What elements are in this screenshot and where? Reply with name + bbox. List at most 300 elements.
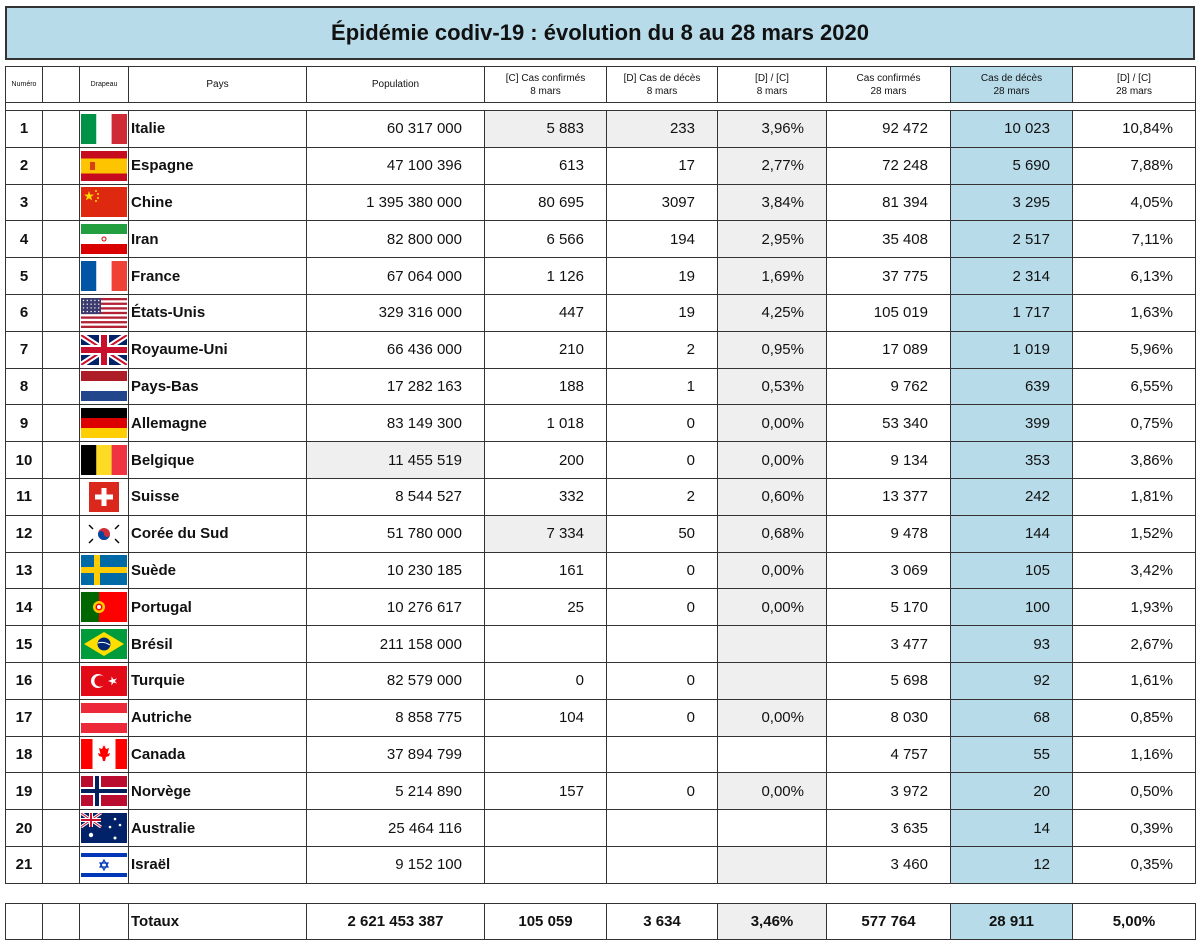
totals-ratio-28-mars: 5,00% <box>1073 903 1196 939</box>
flag-cell <box>80 405 129 442</box>
population-value: 37 894 799 <box>307 736 485 773</box>
country-name: États-Unis <box>129 294 307 331</box>
australia-flag-icon <box>80 813 128 843</box>
deaths-8-mars <box>607 736 718 773</box>
country-name: Brésil <box>129 626 307 663</box>
flag-cell <box>80 515 129 552</box>
flag-cell <box>80 589 129 626</box>
row-empty <box>43 258 80 295</box>
population-value: 25 464 116 <box>307 810 485 847</box>
ratio-8-mars <box>718 810 827 847</box>
deaths-28-mars: 100 <box>951 589 1073 626</box>
totals-ratio-8-mars: 3,46% <box>718 903 827 939</box>
spain-flag-icon <box>80 151 128 181</box>
table-row <box>6 258 1196 295</box>
table-row <box>6 221 1196 258</box>
confirmed-8-mars <box>485 846 607 883</box>
ratio-28-mars: 0,35% <box>1073 846 1196 883</box>
confirmed-8-mars <box>485 736 607 773</box>
row-empty <box>43 515 80 552</box>
confirmed-28-mars: 17 089 <box>827 331 951 368</box>
header-d8 <box>607 67 718 103</box>
population-value: 10 230 185 <box>307 552 485 589</box>
table-row <box>6 405 1196 442</box>
confirmed-8-mars: 332 <box>485 478 607 515</box>
country-name: Israël <box>129 846 307 883</box>
row-number: 4 <box>6 221 43 258</box>
row-empty <box>43 846 80 883</box>
deaths-28-mars: 144 <box>951 515 1073 552</box>
confirmed-28-mars: 3 635 <box>827 810 951 847</box>
header-r8-line2: 8 mars <box>756 85 788 97</box>
deaths-28-mars: 14 <box>951 810 1073 847</box>
totals-empty-2 <box>43 903 80 939</box>
deaths-28-mars: 20 <box>951 773 1073 810</box>
header-d8-line1: [D] Cas de décès <box>623 72 701 84</box>
ratio-8-mars <box>718 626 827 663</box>
country-name: Corée du Sud <box>129 515 307 552</box>
confirmed-8-mars: 0 <box>485 662 607 699</box>
country-name: France <box>129 258 307 295</box>
row-empty <box>43 331 80 368</box>
row-empty <box>43 111 80 148</box>
confirmed-28-mars: 35 408 <box>827 221 951 258</box>
flag-cell <box>80 294 129 331</box>
belgium-flag-icon <box>80 445 128 475</box>
ratio-28-mars: 6,55% <box>1073 368 1196 405</box>
population-value: 67 064 000 <box>307 258 485 295</box>
confirmed-8-mars: 157 <box>485 773 607 810</box>
row-number: 7 <box>6 331 43 368</box>
row-number: 5 <box>6 258 43 295</box>
country-name: Espagne <box>129 147 307 184</box>
ratio-8-mars: 0,95% <box>718 331 827 368</box>
row-number: 16 <box>6 662 43 699</box>
flag-cell <box>80 478 129 515</box>
deaths-8-mars: 0 <box>607 589 718 626</box>
deaths-28-mars: 399 <box>951 405 1073 442</box>
population-value: 17 282 163 <box>307 368 485 405</box>
row-empty <box>43 368 80 405</box>
flag-cell <box>80 331 129 368</box>
table-body <box>6 103 1196 940</box>
deaths-28-mars: 12 <box>951 846 1073 883</box>
deaths-28-mars: 92 <box>951 662 1073 699</box>
row-empty <box>43 552 80 589</box>
row-number: 12 <box>6 515 43 552</box>
header-r28-line2: 28 mars <box>1115 85 1153 97</box>
totals-deaths-28-mars: 28 911 <box>951 903 1073 939</box>
population-value: 9 152 100 <box>307 846 485 883</box>
deaths-28-mars: 353 <box>951 442 1073 479</box>
header-c28 <box>827 67 951 103</box>
row-number: 17 <box>6 699 43 736</box>
confirmed-8-mars: 447 <box>485 294 607 331</box>
ratio-28-mars: 7,11% <box>1073 221 1196 258</box>
flag-cell <box>80 773 129 810</box>
iran-flag-icon <box>80 224 128 254</box>
ratio-8-mars: 2,95% <box>718 221 827 258</box>
ratio-28-mars: 0,85% <box>1073 699 1196 736</box>
totals-empty-3 <box>80 903 129 939</box>
flag-cell <box>80 111 129 148</box>
totals-population: 2 621 453 387 <box>307 903 485 939</box>
country-name: Portugal <box>129 589 307 626</box>
deaths-8-mars: 2 <box>607 331 718 368</box>
deaths-8-mars: 2 <box>607 478 718 515</box>
ratio-8-mars: 0,00% <box>718 699 827 736</box>
confirmed-28-mars: 5 698 <box>827 662 951 699</box>
deaths-28-mars: 10 023 <box>951 111 1073 148</box>
confirmed-28-mars: 8 030 <box>827 699 951 736</box>
confirmed-28-mars: 81 394 <box>827 184 951 221</box>
confirmed-28-mars: 5 170 <box>827 589 951 626</box>
ratio-28-mars: 10,84% <box>1073 111 1196 148</box>
population-value: 8 858 775 <box>307 699 485 736</box>
row-empty <box>43 294 80 331</box>
deaths-28-mars: 2 517 <box>951 221 1073 258</box>
population-value: 10 276 617 <box>307 589 485 626</box>
table-row <box>6 589 1196 626</box>
header-c8-line2: 8 mars <box>530 85 561 97</box>
row-empty <box>43 147 80 184</box>
table-row <box>6 331 1196 368</box>
table-row <box>6 147 1196 184</box>
italy-flag-icon <box>80 114 128 144</box>
ratio-28-mars: 0,75% <box>1073 405 1196 442</box>
header-row <box>6 67 1196 103</box>
ratio-28-mars: 1,61% <box>1073 662 1196 699</box>
deaths-8-mars <box>607 810 718 847</box>
deaths-8-mars: 0 <box>607 699 718 736</box>
table-row <box>6 515 1196 552</box>
flag-cell <box>80 662 129 699</box>
totals-empty-1 <box>6 903 43 939</box>
confirmed-8-mars: 613 <box>485 147 607 184</box>
row-number: 15 <box>6 626 43 663</box>
deaths-28-mars: 5 690 <box>951 147 1073 184</box>
ratio-28-mars: 6,13% <box>1073 258 1196 295</box>
table-row <box>6 552 1196 589</box>
ratio-8-mars: 4,25% <box>718 294 827 331</box>
table-row <box>6 846 1196 883</box>
netherlands-flag-icon <box>80 371 128 401</box>
ratio-28-mars: 0,50% <box>1073 773 1196 810</box>
ratio-8-mars: 0,00% <box>718 405 827 442</box>
header-d28-line1: Cas de décès <box>980 72 1043 84</box>
header-c28-line2: 28 mars <box>870 85 907 97</box>
flag-cell <box>80 699 129 736</box>
confirmed-28-mars: 3 972 <box>827 773 951 810</box>
china-flag-icon <box>80 187 128 217</box>
population-value: 211 158 000 <box>307 626 485 663</box>
totals-deaths-8-mars: 3 634 <box>607 903 718 939</box>
ratio-28-mars: 1,16% <box>1073 736 1196 773</box>
header-r8-line1: [D] / [C] <box>755 72 789 84</box>
flag-cell <box>80 184 129 221</box>
flag-cell <box>80 221 129 258</box>
country-name: Pays-Bas <box>129 368 307 405</box>
row-number: 3 <box>6 184 43 221</box>
row-empty <box>43 626 80 663</box>
confirmed-28-mars: 9 762 <box>827 368 951 405</box>
confirmed-8-mars: 5 883 <box>485 111 607 148</box>
row-empty <box>43 662 80 699</box>
deaths-28-mars: 68 <box>951 699 1073 736</box>
confirmed-28-mars: 37 775 <box>827 258 951 295</box>
portugal-flag-icon <box>80 592 128 622</box>
country-name: Canada <box>129 736 307 773</box>
country-name: Suède <box>129 552 307 589</box>
france-flag-icon <box>80 261 128 291</box>
row-number: 19 <box>6 773 43 810</box>
population-value: 11 455 519 <box>307 442 485 479</box>
row-empty <box>43 405 80 442</box>
ratio-28-mars: 3,42% <box>1073 552 1196 589</box>
switzerland-flag-icon <box>80 482 128 512</box>
flag-cell <box>80 258 129 295</box>
totals-row <box>6 903 1196 939</box>
brazil-flag-icon <box>80 629 128 659</box>
table-row <box>6 626 1196 663</box>
confirmed-28-mars: 3 477 <box>827 626 951 663</box>
ratio-8-mars: 2,77% <box>718 147 827 184</box>
row-number: 9 <box>6 405 43 442</box>
table-row <box>6 478 1196 515</box>
confirmed-8-mars: 210 <box>485 331 607 368</box>
germany-flag-icon <box>80 408 128 438</box>
flag-cell <box>80 442 129 479</box>
table-row <box>6 294 1196 331</box>
confirmed-28-mars: 72 248 <box>827 147 951 184</box>
deaths-8-mars: 50 <box>607 515 718 552</box>
page-title: Épidémie codiv-19 : évolution du 8 au 28 mars 2020 <box>5 6 1195 60</box>
deaths-8-mars: 0 <box>607 552 718 589</box>
confirmed-28-mars: 53 340 <box>827 405 951 442</box>
deaths-28-mars: 639 <box>951 368 1073 405</box>
table-row <box>6 111 1196 148</box>
sweden-flag-icon <box>80 555 128 585</box>
deaths-28-mars: 1 717 <box>951 294 1073 331</box>
header-d28-line2: 28 mars <box>993 85 1030 97</box>
deaths-8-mars <box>607 626 718 663</box>
country-name: Chine <box>129 184 307 221</box>
confirmed-8-mars <box>485 810 607 847</box>
row-empty <box>43 442 80 479</box>
ratio-8-mars <box>718 846 827 883</box>
deaths-8-mars: 19 <box>607 258 718 295</box>
ratio-8-mars <box>718 662 827 699</box>
confirmed-8-mars: 7 334 <box>485 515 607 552</box>
population-value: 82 800 000 <box>307 221 485 258</box>
table-row <box>6 736 1196 773</box>
deaths-8-mars: 3097 <box>607 184 718 221</box>
confirmed-8-mars: 188 <box>485 368 607 405</box>
header-numero: Numéro <box>6 67 43 103</box>
population-value: 47 100 396 <box>307 147 485 184</box>
confirmed-8-mars: 1 018 <box>485 405 607 442</box>
country-name: Autriche <box>129 699 307 736</box>
deaths-28-mars: 1 019 <box>951 331 1073 368</box>
confirmed-28-mars: 3 069 <box>827 552 951 589</box>
country-name: Turquie <box>129 662 307 699</box>
usa-flag-icon <box>80 298 128 328</box>
table-row <box>6 442 1196 479</box>
row-number: 21 <box>6 846 43 883</box>
ratio-8-mars <box>718 736 827 773</box>
israel-flag-icon <box>80 850 128 880</box>
confirmed-28-mars: 3 460 <box>827 846 951 883</box>
south-korea-flag-icon <box>80 519 128 549</box>
flag-cell <box>80 626 129 663</box>
deaths-8-mars: 0 <box>607 662 718 699</box>
ratio-28-mars: 1,93% <box>1073 589 1196 626</box>
country-name: Italie <box>129 111 307 148</box>
row-empty <box>43 589 80 626</box>
country-name: Norvège <box>129 773 307 810</box>
population-value: 1 395 380 000 <box>307 184 485 221</box>
ratio-28-mars: 1,81% <box>1073 478 1196 515</box>
uk-flag-icon <box>80 335 128 365</box>
flag-cell <box>80 552 129 589</box>
canada-flag-icon <box>80 739 128 769</box>
header-d28 <box>951 67 1073 103</box>
confirmed-28-mars: 9 478 <box>827 515 951 552</box>
ratio-8-mars: 3,84% <box>718 184 827 221</box>
header-empty <box>43 67 80 103</box>
confirmed-8-mars: 200 <box>485 442 607 479</box>
covid-table <box>5 66 1196 940</box>
deaths-8-mars: 0 <box>607 405 718 442</box>
deaths-8-mars: 233 <box>607 111 718 148</box>
ratio-28-mars: 5,96% <box>1073 331 1196 368</box>
population-value: 8 544 527 <box>307 478 485 515</box>
header-d8-line2: 8 mars <box>646 85 678 97</box>
header-population: Population <box>307 67 485 103</box>
header-r28 <box>1073 67 1196 103</box>
table-row <box>6 810 1196 847</box>
flag-cell <box>80 810 129 847</box>
country-name: Belgique <box>129 442 307 479</box>
deaths-8-mars: 0 <box>607 442 718 479</box>
header-c28-line1: Cas confirmés <box>856 72 921 84</box>
header-c8-line1: [C] Cas confirmés <box>505 72 586 84</box>
country-name: Australie <box>129 810 307 847</box>
confirmed-8-mars: 6 566 <box>485 221 607 258</box>
row-empty <box>43 699 80 736</box>
population-value: 66 436 000 <box>307 331 485 368</box>
row-empty <box>43 810 80 847</box>
gap-row <box>6 883 1196 903</box>
deaths-8-mars: 1 <box>607 368 718 405</box>
population-value: 60 317 000 <box>307 111 485 148</box>
ratio-28-mars: 1,63% <box>1073 294 1196 331</box>
country-name: Suisse <box>129 478 307 515</box>
row-number: 14 <box>6 589 43 626</box>
population-value: 5 214 890 <box>307 773 485 810</box>
row-empty <box>43 736 80 773</box>
ratio-28-mars: 0,39% <box>1073 810 1196 847</box>
norway-flag-icon <box>80 776 128 806</box>
row-number: 8 <box>6 368 43 405</box>
ratio-8-mars: 0,00% <box>718 773 827 810</box>
row-empty <box>43 184 80 221</box>
ratio-28-mars: 3,86% <box>1073 442 1196 479</box>
row-number: 18 <box>6 736 43 773</box>
header-pays: Pays <box>129 67 307 103</box>
table-row <box>6 699 1196 736</box>
population-value: 329 316 000 <box>307 294 485 331</box>
deaths-28-mars: 55 <box>951 736 1073 773</box>
flag-cell <box>80 846 129 883</box>
deaths-8-mars: 19 <box>607 294 718 331</box>
confirmed-8-mars <box>485 626 607 663</box>
confirmed-8-mars: 161 <box>485 552 607 589</box>
country-name: Royaume-Uni <box>129 331 307 368</box>
ratio-8-mars: 0,00% <box>718 442 827 479</box>
deaths-28-mars: 2 314 <box>951 258 1073 295</box>
confirmed-8-mars: 25 <box>485 589 607 626</box>
austria-flag-icon <box>80 703 128 733</box>
deaths-28-mars: 93 <box>951 626 1073 663</box>
row-number: 2 <box>6 147 43 184</box>
row-number: 6 <box>6 294 43 331</box>
flag-cell <box>80 147 129 184</box>
confirmed-8-mars: 1 126 <box>485 258 607 295</box>
totals-confirmed-28-mars: 577 764 <box>827 903 951 939</box>
deaths-8-mars: 194 <box>607 221 718 258</box>
table-row <box>6 662 1196 699</box>
row-number: 11 <box>6 478 43 515</box>
row-number: 10 <box>6 442 43 479</box>
confirmed-28-mars: 105 019 <box>827 294 951 331</box>
confirmed-8-mars: 104 <box>485 699 607 736</box>
header-drapeau: Drapeau <box>80 67 129 103</box>
ratio-28-mars: 2,67% <box>1073 626 1196 663</box>
confirmed-8-mars: 80 695 <box>485 184 607 221</box>
spacer-row <box>6 103 1196 111</box>
ratio-28-mars: 1,52% <box>1073 515 1196 552</box>
confirmed-28-mars: 13 377 <box>827 478 951 515</box>
ratio-8-mars: 0,53% <box>718 368 827 405</box>
turkey-flag-icon <box>80 666 128 696</box>
ratio-8-mars: 0,60% <box>718 478 827 515</box>
deaths-28-mars: 242 <box>951 478 1073 515</box>
deaths-8-mars <box>607 846 718 883</box>
row-number: 13 <box>6 552 43 589</box>
population-value: 51 780 000 <box>307 515 485 552</box>
country-name: Allemagne <box>129 405 307 442</box>
ratio-8-mars: 0,00% <box>718 552 827 589</box>
population-value: 83 149 300 <box>307 405 485 442</box>
deaths-28-mars: 105 <box>951 552 1073 589</box>
totals-label: Totaux <box>129 903 307 939</box>
deaths-28-mars: 3 295 <box>951 184 1073 221</box>
header-r8 <box>718 67 827 103</box>
population-value: 82 579 000 <box>307 662 485 699</box>
header-c8 <box>485 67 607 103</box>
ratio-8-mars: 0,68% <box>718 515 827 552</box>
ratio-8-mars: 1,69% <box>718 258 827 295</box>
confirmed-28-mars: 92 472 <box>827 111 951 148</box>
row-empty <box>43 221 80 258</box>
row-number: 20 <box>6 810 43 847</box>
row-number: 1 <box>6 111 43 148</box>
row-empty <box>43 773 80 810</box>
country-name: Iran <box>129 221 307 258</box>
ratio-8-mars: 3,96% <box>718 111 827 148</box>
deaths-8-mars: 0 <box>607 773 718 810</box>
